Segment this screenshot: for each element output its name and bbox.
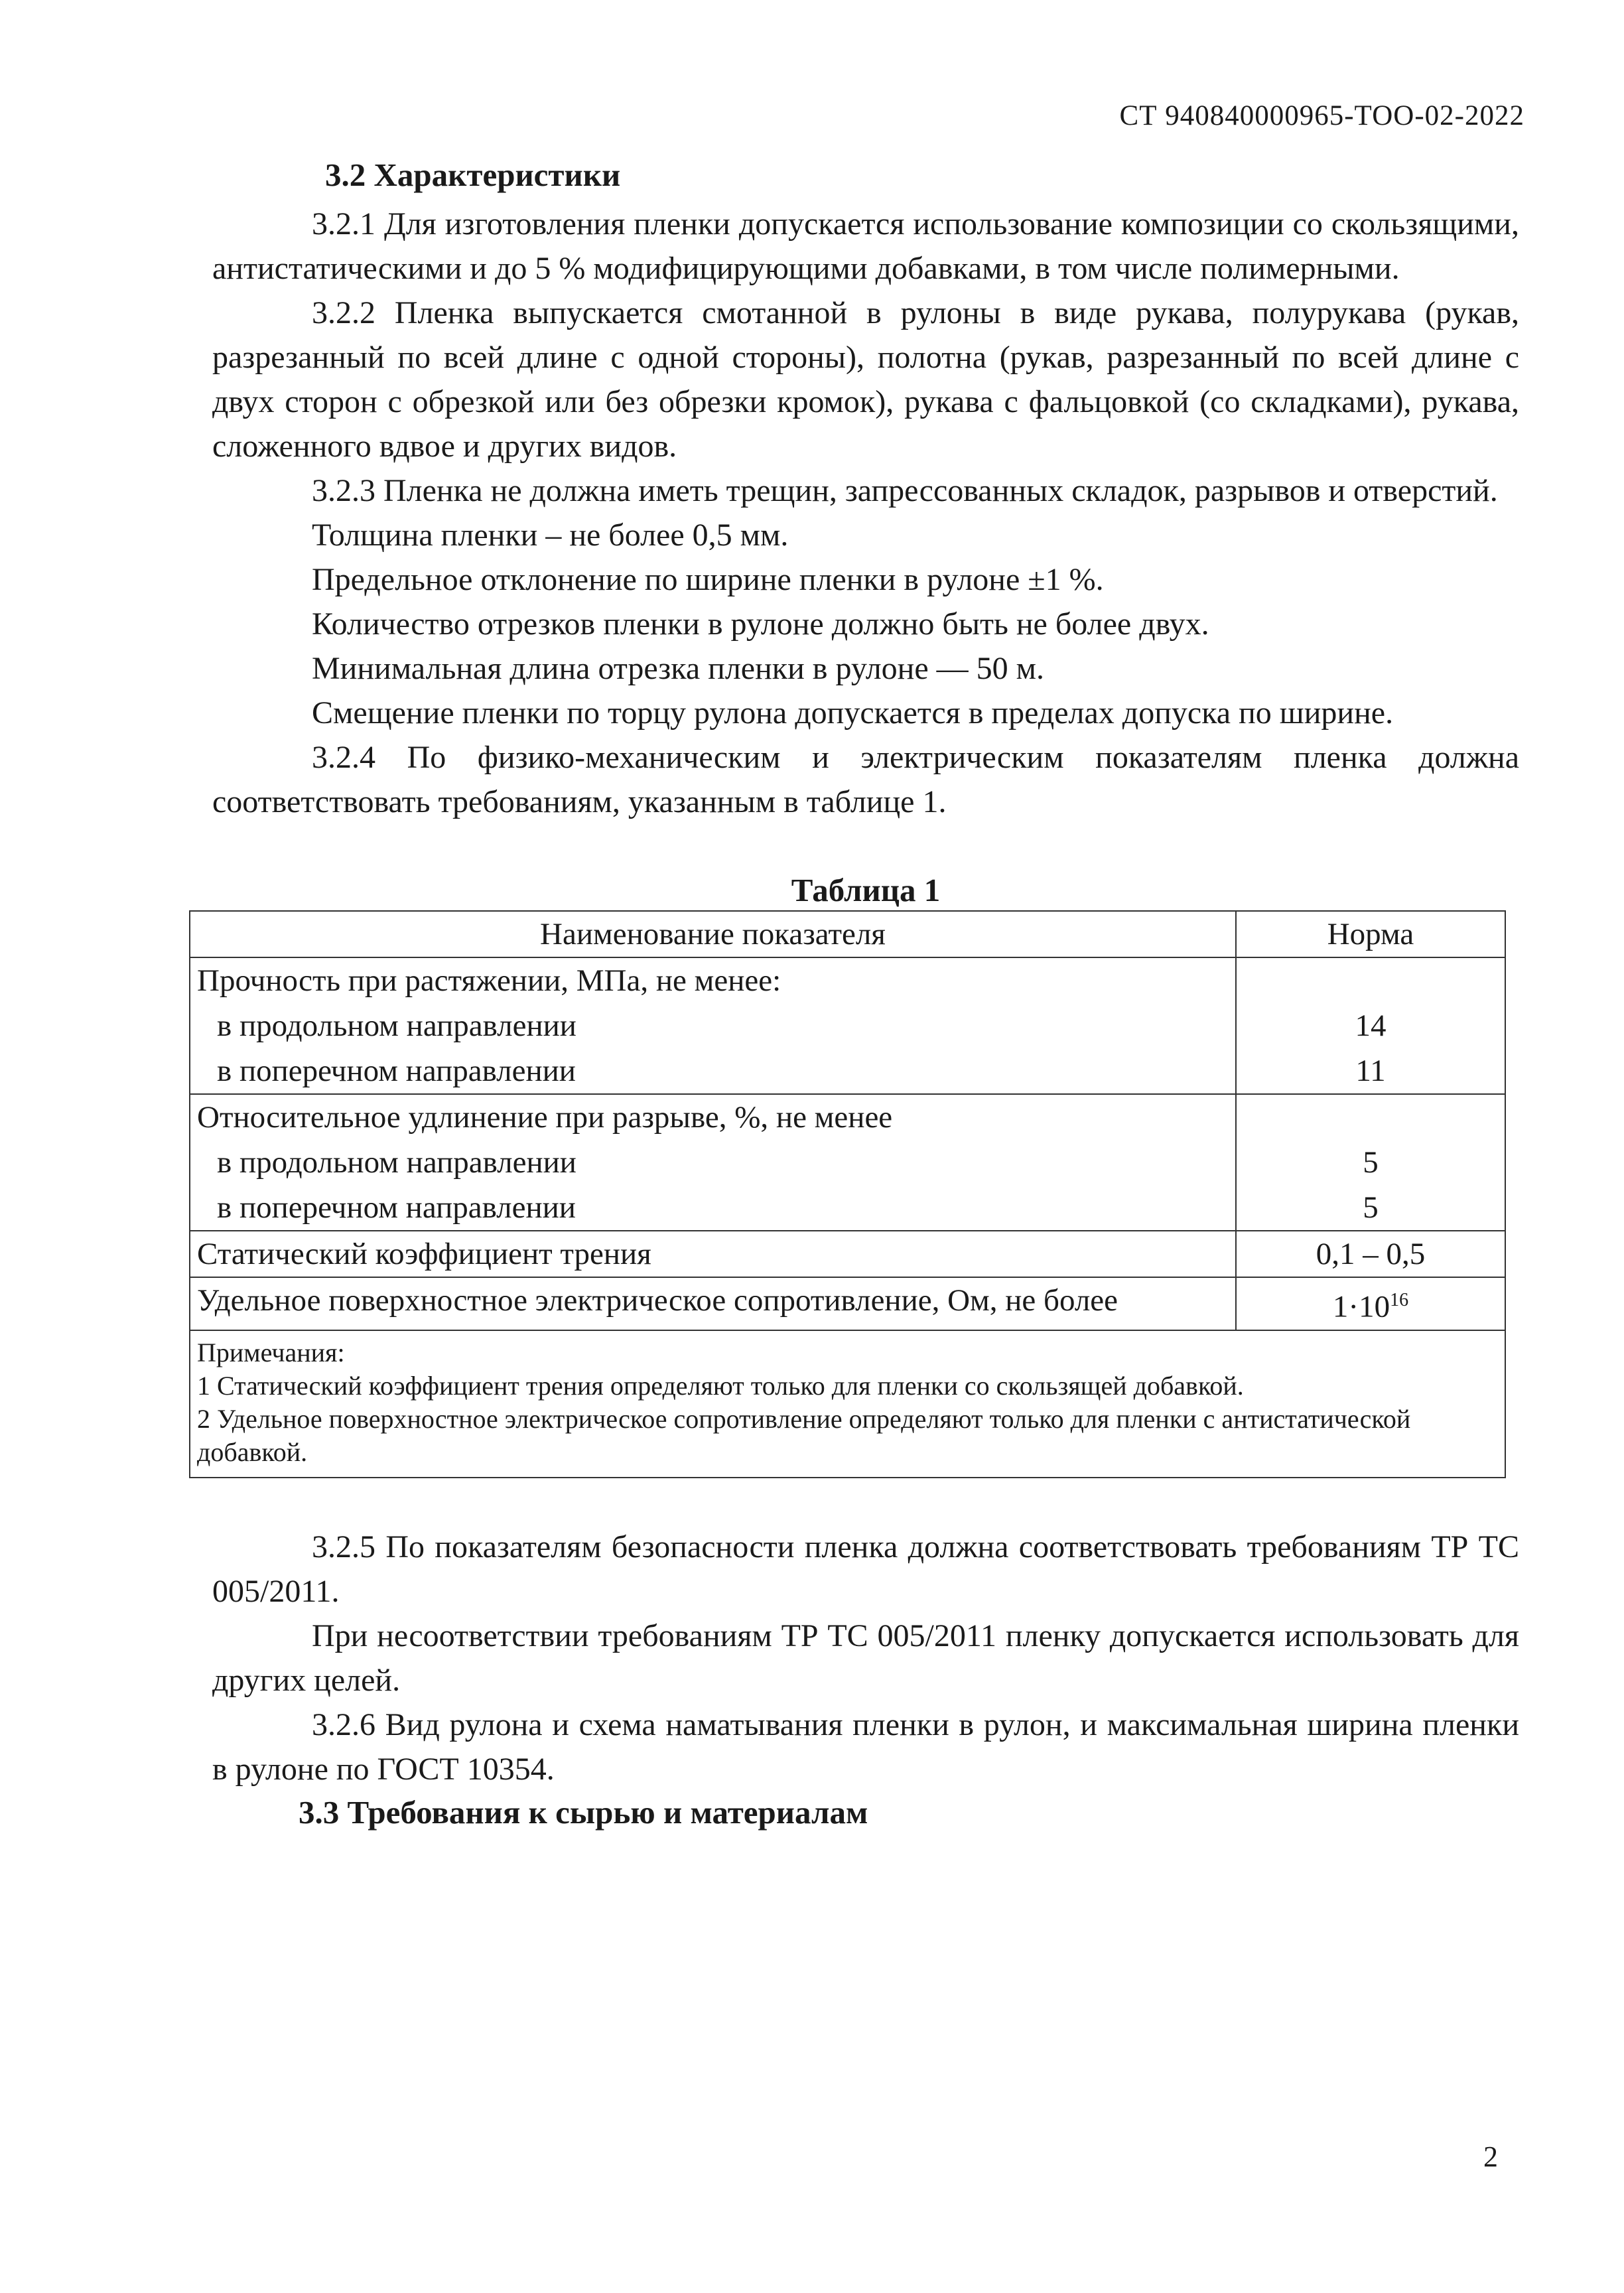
tensile-transverse-label: в поперечном направлении: [217, 1054, 576, 1088]
elongation-cell: [190, 1094, 1236, 1231]
paragraph-3-2-4: 3.2.4 По физико-механическим и электрическим показателям пленка должна соответствовать требованиям, указанным в таблице 1.: [212, 740, 1519, 819]
resistance-label: Удельное поверхностное электрическое сопротивление, Ом, не более: [190, 1277, 1236, 1330]
elongation-label: Относительное удлинение при разрыве, %, не менее: [197, 1100, 893, 1135]
tensile-cell: [190, 957, 1236, 1094]
paragraph-3-2-3: 3.2.3 Пленка не должна иметь трещин, запрессованных складок, разрывов и отверстий.: [312, 473, 1498, 508]
resistance-value-exponent: 16: [1390, 1290, 1409, 1310]
paragraph-3-2-5-note: При несоответствии требованиям ТР ТС 005/2011 пленку допускается использовать для других целей.: [212, 1618, 1519, 1698]
table-notes-row: [190, 1330, 1505, 1478]
characteristics-table: [189, 910, 1506, 1478]
page-number: 2: [1483, 2140, 1498, 2173]
elongation-norm-cell: [1236, 1094, 1505, 1231]
paragraph-3-2-2: 3.2.2 Пленка выпускается смотанной в рулоны в виде рукава, полурукава (рукав, разрезанный по всей длине с одной стороны), полотна (рукав, разрезанный по всей длине с двух сторон с обрезкой или без обрезки кромок), рукава с фальцовкой (со складками), рукава, сложенного вдвое и других видов.: [212, 295, 1519, 464]
tensile-longitudinal-value: 14: [1355, 1008, 1387, 1043]
document-code-header: СТ 940840000965-ТОО-02-2022: [1119, 100, 1524, 131]
section-3-2-title: 3.2 Характеристики: [325, 157, 621, 193]
page-content: [197, 154, 1519, 1839]
table-row: [190, 957, 1505, 1094]
min-length-line: Минимальная длина отрезка пленки в рулоне — 50 м.: [312, 651, 1045, 686]
thickness-line: Толщина пленки – не более 0,5 мм.: [312, 518, 789, 553]
paragraph-3-2-5: 3.2.5 По показателям безопасности пленка должна соответствовать требованиям ТР ТС 005/2011.: [212, 1529, 1519, 1609]
elongation-transverse-value: 5: [1363, 1190, 1379, 1225]
table-title: Таблица 1: [791, 872, 941, 908]
notes-title: Примечания:: [197, 1337, 345, 1367]
paragraph-3-2-1: 3.2.1 Для изготовления пленки допускается использование композиции со скользящими, антистатическими и до 5 % модифицирующими добавками, в том числе полимерными.: [212, 206, 1519, 286]
table-row: [190, 1277, 1505, 1330]
section-3-3-title: 3.3 Требования к сырью и материалам: [299, 1793, 868, 1831]
paragraph-3-2-6: 3.2.6 Вид рулона и схема наматывания пленки в рулон, и максимальная ширина пленки в рулоне по ГОСТ 10354.: [212, 1706, 1519, 1787]
friction-value: 0,1 – 0,5: [1236, 1231, 1505, 1277]
tensile-longitudinal-label: в продольном направлении: [217, 1008, 576, 1043]
table-row: [190, 1231, 1505, 1277]
column-header-name: Наименование показателя: [190, 911, 1236, 957]
resistance-value-base: 1·10: [1332, 1289, 1390, 1324]
note-1: 1 Статический коэффициент трения определяют только для пленки со скользящей добавкой.: [197, 1370, 1244, 1401]
column-header-norm: Норма: [1236, 911, 1505, 957]
deviation-line: Предельное отклонение по ширине пленки в рулоне ±1 %.: [312, 562, 1104, 597]
tensile-norm-cell: [1236, 957, 1505, 1094]
elongation-longitudinal-value: 5: [1363, 1145, 1379, 1180]
table-notes: [190, 1330, 1505, 1478]
tensile-label: Прочность при растяжении, МПа, не менее:: [197, 963, 781, 998]
friction-label: Статический коэффициент трения: [190, 1231, 1236, 1277]
elongation-longitudinal-label: в продольном направлении: [217, 1145, 576, 1180]
table-header-row: [190, 911, 1505, 957]
cuts-line: Количество отрезков пленки в рулоне должно быть не более двух.: [312, 606, 1209, 642]
resistance-value: [1236, 1277, 1505, 1330]
table-row: [190, 1094, 1505, 1231]
elongation-transverse-label: в поперечном направлении: [217, 1190, 576, 1225]
tensile-transverse-value: 11: [1355, 1054, 1386, 1088]
offset-paragraph: Смещение пленки по торцу рулона допускается в пределах допуска по ширине.: [312, 695, 1394, 730]
note-2: 2 Удельное поверхностное электрическое сопротивление определяют только для пленки с антистатической добавкой.: [197, 1403, 1411, 1467]
